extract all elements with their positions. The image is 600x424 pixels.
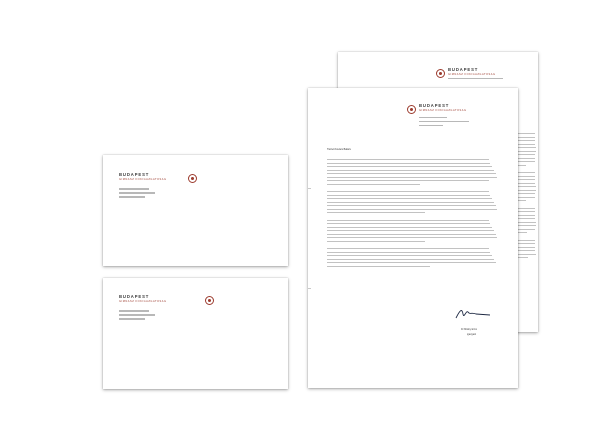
text-line — [516, 243, 535, 244]
contact-line — [419, 125, 443, 126]
text-line — [327, 259, 494, 260]
text-line — [327, 184, 420, 185]
letterhead-brand-name: BUDAPEST — [448, 67, 479, 72]
address-line — [119, 310, 149, 312]
text-line — [516, 176, 535, 177]
signature-name: Dr Mikloy Erzsi — [461, 328, 477, 331]
text-line — [327, 255, 492, 256]
text-line — [516, 144, 535, 145]
text-line — [327, 230, 494, 231]
text-line — [327, 227, 492, 228]
text-line — [327, 173, 496, 174]
text-line — [327, 223, 490, 224]
text-line — [516, 240, 535, 241]
text-line — [516, 222, 536, 223]
text-line — [327, 191, 489, 192]
envelope-bottom — [103, 278, 288, 389]
text-line — [516, 186, 536, 187]
text-line — [516, 137, 535, 138]
text-line — [516, 190, 536, 191]
text-line — [327, 198, 492, 199]
address-line — [119, 318, 145, 320]
text-line — [327, 159, 489, 160]
circular-crest-icon — [407, 105, 416, 114]
address-line — [119, 192, 155, 194]
envelope-brand-subtitle: GIMNASZ FOKIGAZGATOSAG — [119, 178, 167, 181]
letterhead-brand-subtitle: GIMNASZ FOKIGAZGATOSAG — [419, 109, 467, 112]
contact-line — [448, 78, 503, 79]
text-line — [327, 209, 497, 210]
text-line — [516, 151, 536, 152]
envelope-brand-name: BUDAPEST — [119, 294, 150, 299]
text-line — [327, 180, 489, 181]
text-line — [327, 163, 490, 164]
text-line — [327, 241, 425, 242]
text-line — [516, 183, 535, 184]
text-line — [516, 158, 535, 159]
text-line — [327, 205, 496, 206]
text-line — [327, 202, 494, 203]
contact-line — [419, 121, 469, 122]
text-line — [516, 193, 535, 194]
envelope-brand-subtitle: GIMNASZ FOKIGAZGATOSAG — [119, 300, 167, 303]
envelope-brand-name: BUDAPEST — [119, 172, 150, 177]
text-line — [327, 170, 494, 171]
text-line — [516, 172, 535, 173]
text-line — [516, 247, 535, 248]
text-line — [516, 161, 535, 162]
text-line — [516, 140, 535, 141]
envelope-top — [103, 155, 288, 266]
contact-line — [419, 117, 447, 118]
text-line — [516, 218, 535, 219]
text-line — [516, 215, 535, 216]
text-line — [516, 250, 535, 251]
letterhead-brand-subtitle: GIMNASZ FOKIGAZGATOSAG — [448, 73, 496, 76]
text-line — [516, 229, 535, 230]
address-line — [119, 196, 145, 198]
fold-mark — [308, 288, 311, 289]
letterhead-brand-name: BUDAPEST — [419, 103, 450, 108]
text-line — [516, 147, 536, 148]
text-line — [327, 177, 497, 178]
text-line — [327, 212, 425, 213]
text-line — [327, 166, 492, 167]
text-line — [327, 252, 490, 253]
text-line — [327, 248, 489, 249]
circular-crest-icon — [205, 296, 214, 305]
text-line — [327, 237, 497, 238]
text-line — [516, 197, 535, 198]
text-line — [516, 211, 535, 212]
text-line — [327, 195, 490, 196]
address-line — [119, 188, 149, 190]
letterhead-front — [308, 88, 518, 388]
text-line — [327, 262, 496, 263]
text-line — [516, 179, 535, 180]
circular-crest-icon — [436, 69, 445, 78]
address-line — [119, 314, 155, 316]
circular-crest-icon — [188, 174, 197, 183]
text-line — [516, 208, 535, 209]
letter-greeting: Tisztelt Kovács Balázs — [327, 148, 351, 151]
fold-mark — [308, 188, 311, 189]
signature-role: igazgató — [467, 333, 477, 336]
text-line — [516, 133, 535, 134]
text-line — [327, 266, 430, 267]
text-line — [327, 220, 489, 221]
text-line — [327, 234, 496, 235]
signature — [454, 306, 494, 322]
text-line — [516, 225, 536, 226]
text-line — [516, 254, 536, 255]
text-line — [516, 154, 535, 155]
